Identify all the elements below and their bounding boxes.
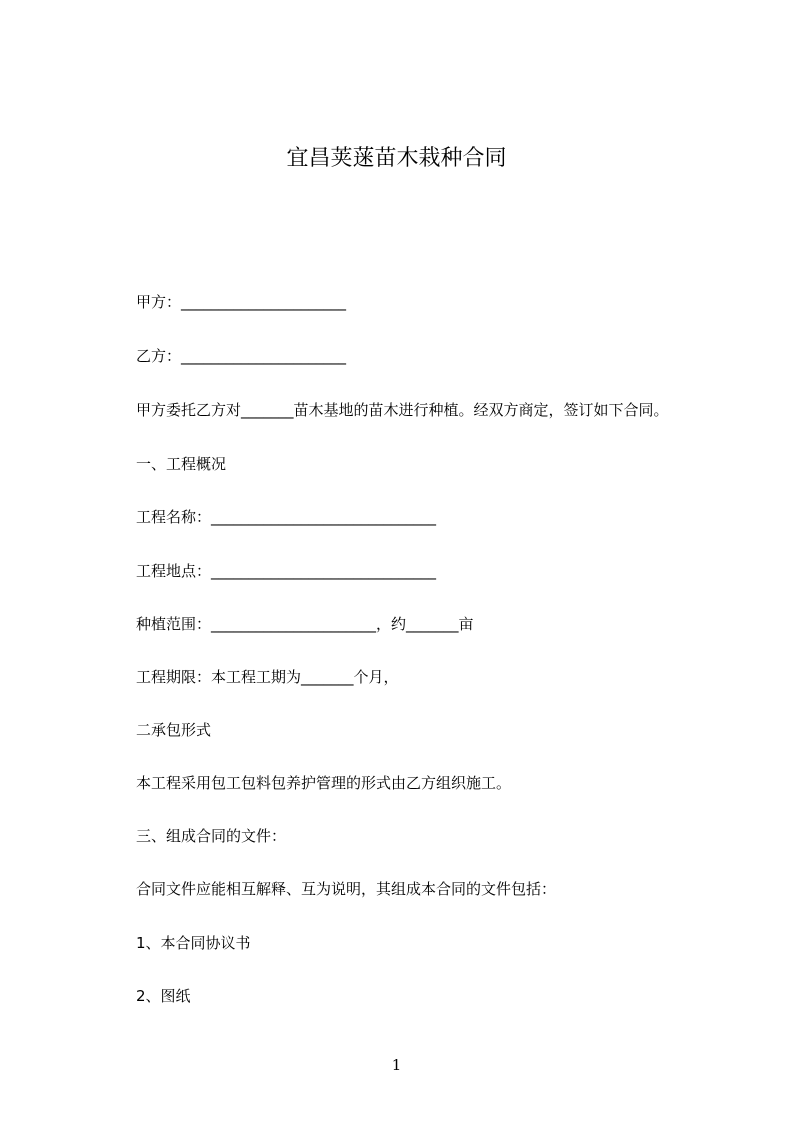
page-number: 1	[391, 1056, 402, 1074]
party-a-line: 甲方：______________________	[136, 293, 347, 311]
document-list-item-agreement: 1、本合同协议书	[136, 934, 251, 952]
planting-scope-line: 种植范围：______________________，约_______亩	[136, 615, 474, 633]
contract-form-paragraph: 本工程采用包工包料包养护管理的形式由乙方组织施工。	[136, 774, 512, 792]
section-heading-project-overview: 一、工程概况	[136, 455, 227, 473]
contract-documents-paragraph: 合同文件应能相互解释、互为说明，其组成本合同的文件包括：	[136, 880, 557, 898]
party-b-line: 乙方：______________________	[136, 347, 347, 365]
section-heading-contract-form: 二承包形式	[136, 721, 212, 739]
project-name-line: 工程名称：______________________________	[136, 508, 437, 526]
document-list-item-drawings: 2、图纸	[136, 987, 191, 1005]
project-duration-line: 工程期限：本工程工期为_______个月，	[136, 668, 399, 686]
section-heading-contract-documents: 三、组成合同的文件：	[136, 827, 287, 845]
entrustment-paragraph: 甲方委托乙方对_______苗木基地的苗木进行种植。经双方商定，签订如下合同。	[136, 401, 669, 419]
project-location-line: 工程地点：______________________________	[136, 562, 437, 580]
document-title: 宜昌荚蒾苗木栽种合同	[286, 146, 507, 171]
